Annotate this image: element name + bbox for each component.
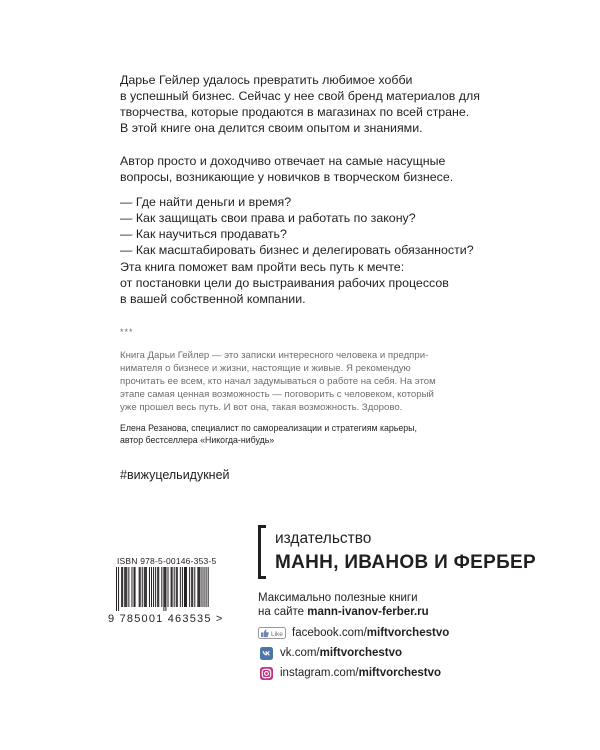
barcode-bar (180, 567, 181, 607)
testimonial-line: прочитать ее всем, кто начал задумываться о работе на себя. На этом (120, 376, 436, 387)
barcode-bar (171, 567, 172, 607)
barcode-bar (157, 567, 158, 607)
barcode-bar (134, 567, 135, 607)
barcode (116, 567, 214, 616)
publisher-slogan (258, 591, 429, 619)
closing-paragraph (120, 259, 500, 307)
barcode-bar (189, 567, 190, 607)
barcode-digits: 9 785001 463535 > (108, 613, 224, 625)
barcode-bar (184, 567, 185, 607)
barcode-bar (116, 567, 117, 611)
barcode-bar (128, 567, 129, 607)
question-item: — Как научиться продавать? (120, 227, 287, 241)
publisher-bracket (258, 525, 266, 579)
vk-domain: vk.com/ (280, 647, 320, 659)
barcode-bars (116, 567, 214, 611)
description-line: в успешный бизнес. Сейчас у нее свой бренд материалов для (120, 89, 480, 103)
description-paragraph (120, 72, 500, 136)
question-item: — Как масштабировать бизнес и делегировать обязанности? (120, 243, 474, 257)
barcode-bar (186, 567, 187, 607)
barcode-bar (125, 567, 126, 607)
testimonial-line: Книга Дарьи Гейлер — это записки интересного человека и предпри- (120, 350, 429, 361)
question-item: — Как защищать свои права и работать по закону? (120, 211, 416, 225)
barcode-bar (142, 567, 143, 607)
closing-line: Эта книга поможет вам пройти весь путь к мечте: (120, 260, 405, 274)
barcode-bar (172, 567, 173, 607)
barcode-bar (124, 567, 125, 607)
facebook-link[interactable] (258, 625, 449, 641)
author-line: Автор просто и доходчиво отвечает на самые насущные (120, 154, 446, 168)
barcode-bar (126, 567, 127, 607)
facebook-domain: facebook.com/ (292, 627, 367, 639)
vk-handle: miftvorchestvo (319, 647, 403, 659)
barcode-bar (182, 567, 183, 607)
barcode-bar (177, 567, 178, 607)
barcode-bar (153, 567, 154, 607)
barcode-bar (149, 567, 150, 607)
description-line: Дарье Гейлер удалось превратить любимое хобби (120, 73, 413, 87)
barcode-bar (201, 567, 202, 607)
publisher-name: МАНН, ИВАНОВ И ФЕРБЕР (275, 552, 536, 573)
barcode-bar (199, 567, 200, 607)
vk-icon (258, 646, 274, 660)
separator-stars: *** (120, 327, 134, 337)
slogan-line-2 (258, 605, 429, 619)
barcode-bar (161, 567, 162, 607)
barcode-bar (145, 567, 146, 607)
barcode-bar (168, 567, 169, 607)
instagram-icon (258, 666, 274, 680)
barcode-bar (164, 567, 165, 607)
vk-link[interactable] (258, 645, 402, 661)
barcode-bar (185, 567, 186, 607)
barcode-bar (194, 567, 195, 607)
author-line: вопросы, возникающие у новичков в творческом бизнесе. (120, 170, 454, 184)
publisher-label: издательство (275, 530, 372, 547)
barcode-bar (121, 567, 122, 607)
barcode-bar (174, 567, 175, 607)
description-line: творчества, которые продаются в магазинах по всей стране. (120, 105, 470, 119)
closing-line: в вашей собственной компании. (120, 292, 306, 306)
slogan-line: Максимально полезные книги (258, 592, 418, 604)
barcode-bar (158, 567, 159, 607)
barcode-bar (197, 567, 198, 607)
barcode-bar (139, 567, 140, 607)
barcode-bar (155, 567, 156, 607)
barcode-bar (192, 567, 193, 607)
barcode-bar (176, 567, 177, 607)
barcode-bar (206, 567, 207, 607)
testimonial-line: уже прошел весь путь. И вот она, такая возможность. Здорово. (120, 402, 403, 413)
barcode-bar (165, 567, 166, 611)
description-line: В этой книге она делится своим опытом и знаниями. (120, 121, 423, 135)
barcode-bar (144, 567, 145, 607)
closing-line: от постановки цели до выстраивания рабочих процессов (120, 276, 449, 290)
barcode-bar (208, 567, 209, 607)
barcode-bar (122, 567, 123, 607)
facebook-like-icon (258, 626, 286, 640)
barcode-bar (135, 567, 136, 607)
svg-text:Like: Like (271, 631, 283, 638)
instagram-link[interactable] (258, 665, 441, 681)
facebook-handle: miftvorchestvo (366, 627, 450, 639)
testimonial-line: нимателя о бизнесе и жизни, настоящие и живые. Я рекомендую (120, 363, 411, 374)
hashtag: #вижуцельидукней (120, 468, 230, 482)
questions-list (120, 194, 500, 258)
barcode-bar (191, 567, 192, 607)
testimonial-line: этапе самая ценная возможность — поговорить с человеком, который (120, 389, 434, 400)
barcode-bar (118, 567, 119, 611)
barcode-bar (163, 567, 164, 611)
isbn-label: ISBN 978-5-00146-353-5 (117, 556, 217, 566)
testimonial-author-line: автор бестселлера «Никогда-нибудь» (120, 435, 275, 445)
slogan-prefix: на сайте (258, 606, 308, 618)
barcode-bar (204, 567, 205, 607)
testimonial-author (120, 422, 500, 446)
author-paragraph (120, 153, 500, 185)
instagram-handle: miftvorchestvo (358, 667, 442, 679)
barcode-bar (146, 567, 147, 607)
publisher-website-link[interactable]: mann-ivanov-ferber.ru (307, 606, 429, 618)
barcode-bar (131, 567, 132, 607)
barcode-bar (151, 567, 152, 607)
testimonial-quote (120, 349, 490, 414)
barcode-bar (198, 567, 199, 607)
question-item: — Где найти деньги и время? (120, 195, 292, 209)
instagram-domain: instagram.com/ (280, 667, 359, 679)
barcode-bar (140, 567, 141, 607)
testimonial-author-line: Елена Резанова, специалист по самореализации и стратегиям карьеры, (120, 423, 417, 433)
